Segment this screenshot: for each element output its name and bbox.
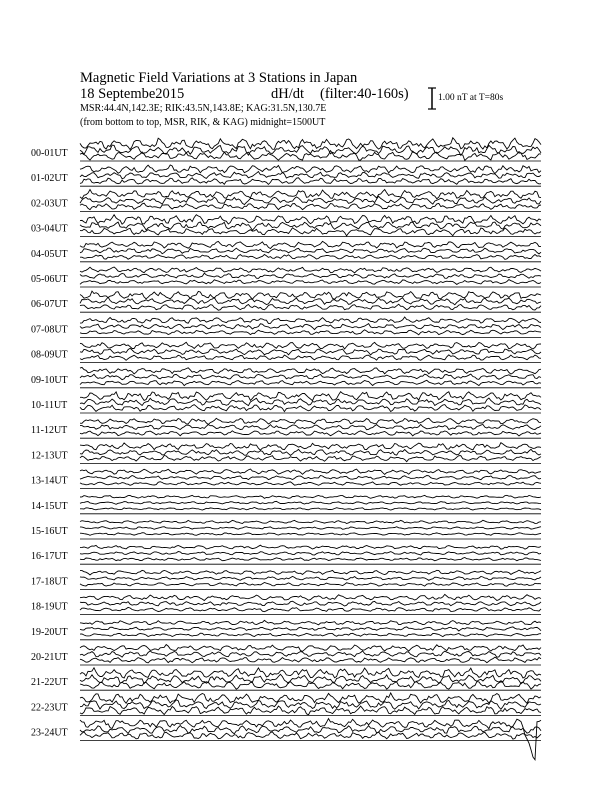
trace-rik (80, 449, 541, 455)
hour-label: 11-12UT (31, 425, 68, 437)
trace-kag (80, 645, 541, 652)
trace-msr (80, 431, 541, 436)
trace-kag (80, 418, 541, 424)
trace-msr (80, 508, 541, 511)
trace-msr (80, 330, 541, 335)
chart-title: Magnetic Field Variations at 3 Stations in Japan (80, 70, 358, 86)
hour-label: 02-03UT (31, 198, 68, 210)
trace-kag (80, 241, 541, 248)
hour-label: 17-18UT (31, 576, 68, 588)
trace-kag (80, 520, 541, 523)
trace-kag (80, 165, 541, 174)
trace-rik (80, 172, 541, 179)
hour-label: 13-14UT (31, 475, 68, 487)
trace-order-note: (from bottom to top, MSR, RIK, & KAG) midnight=1500UT (80, 117, 326, 128)
chart-date: 18 Septembe2015 (80, 86, 185, 102)
trace-rik (80, 627, 541, 631)
trace-rik (80, 273, 541, 278)
scale-label: 1.00 nT at T=80s (438, 93, 504, 103)
hour-label: 12-13UT (31, 450, 68, 462)
trace-rik (80, 651, 541, 657)
trace-kag (80, 138, 541, 150)
trace-rik (80, 576, 541, 580)
trace-rik (80, 324, 541, 330)
trace-msr (80, 607, 541, 611)
hour-label: 15-16UT (31, 526, 68, 537)
trace-msr (80, 355, 541, 360)
trace-kag (80, 443, 541, 450)
hour-label: 09-10UT (31, 374, 68, 386)
trace-kag (80, 342, 541, 349)
trace-kag (80, 495, 541, 498)
trace-rik (80, 552, 541, 556)
trace-rik (80, 527, 541, 530)
trace-kag (80, 367, 541, 374)
hour-label: 08-09UT (31, 349, 68, 361)
trace-msr (80, 583, 541, 587)
hour-label: 19-20UT (31, 626, 68, 638)
trace-rik (80, 297, 541, 305)
trace-msr (80, 682, 541, 690)
trace-msr (80, 657, 541, 663)
trace-kag (80, 620, 541, 624)
trace-msr (80, 255, 541, 260)
y-quantity-label: dH/dt (271, 86, 305, 102)
hour-label: 21-22UT (31, 677, 68, 689)
hour-label: 14-15UT (31, 500, 68, 512)
trace-msr (80, 380, 541, 385)
trace-kag (80, 719, 541, 760)
station-coordinates: MSR:44.4N,142.3E; RIK:43.5N,143.8E; KAG:31.5N,130.7E (80, 103, 327, 114)
trace-kag (80, 190, 541, 199)
trace-msr (80, 732, 541, 739)
hour-label: 06-07UT (31, 299, 68, 311)
trace-msr (80, 482, 541, 486)
trace-msr (80, 304, 541, 310)
hour-label: 07-08UT (31, 324, 68, 336)
trace-kag (80, 570, 541, 575)
hour-label: 18-19UT (31, 601, 68, 613)
filter-label: (filter:40-160s) (320, 86, 409, 102)
trace-msr (80, 178, 541, 185)
trace-rik (80, 196, 541, 204)
trace-rik (80, 601, 541, 606)
hour-label: 22-23UT (31, 702, 68, 714)
trace-msr (80, 456, 541, 462)
trace-msr (80, 558, 541, 561)
hour-label: 16-17UT (31, 551, 68, 563)
trace-kag (80, 267, 541, 273)
trace-kag (80, 317, 541, 323)
hour-label: 01-02UT (31, 173, 68, 185)
trace-rik (80, 476, 541, 480)
trace-kag (80, 545, 541, 549)
hour-label: 20-21UT (31, 652, 68, 663)
trace-msr (80, 533, 541, 536)
trace-msr (80, 203, 541, 209)
trace-rik (80, 726, 541, 734)
trace-rik (80, 501, 541, 504)
hour-label: 04-05UT (31, 248, 68, 260)
trace-msr (80, 151, 541, 161)
hour-label: 05-06UT (31, 274, 68, 285)
trace-kag (80, 291, 541, 299)
trace-rik (80, 348, 541, 355)
trace-msr (80, 633, 541, 636)
trace-msr (80, 280, 541, 285)
hour-label: 10-11UT (31, 400, 68, 411)
trace-rik (80, 248, 541, 254)
trace-msr (80, 405, 541, 412)
trace-msr (80, 706, 541, 715)
trace-msr (80, 228, 541, 236)
trace-rik (80, 424, 541, 429)
trace-kag (80, 693, 541, 703)
hour-label: 00-01UT (31, 148, 68, 159)
trace-kag (80, 469, 541, 474)
hour-label: 23-24UT (31, 727, 68, 739)
trace-rik (80, 374, 541, 380)
hour-label: 03-04UT (31, 223, 68, 235)
trace-kag (80, 594, 541, 600)
